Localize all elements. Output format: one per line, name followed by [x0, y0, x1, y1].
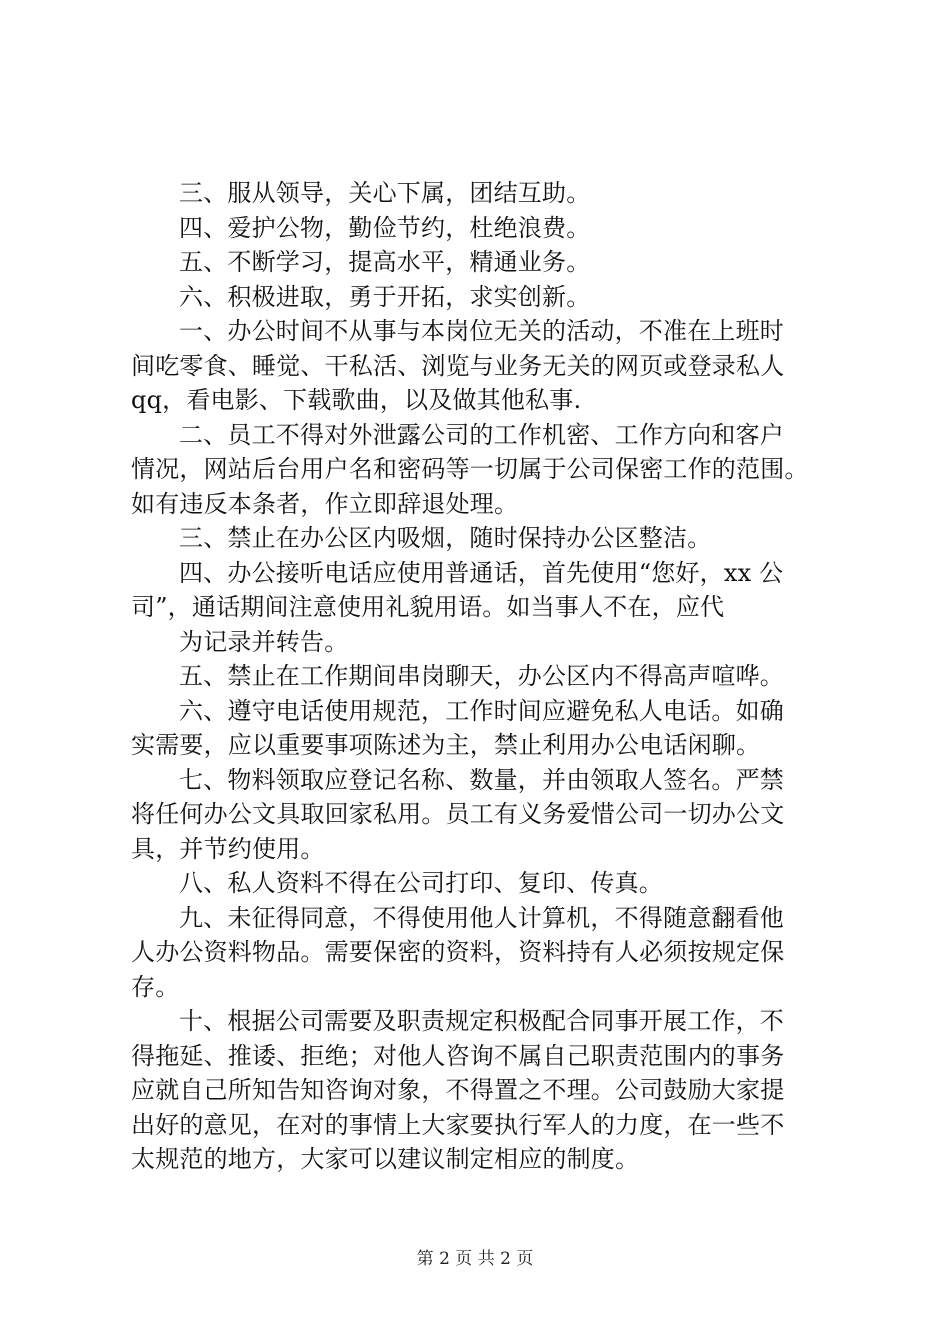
text-line: 得拖延、推诿、拒绝；对他人咨询不属自己职责范围内的事务 [131, 1041, 785, 1070]
paragraph [131, 314, 831, 418]
text-line: 出好的意见，在对的事情上大家要执行军人的力度，在一些不 [131, 1110, 785, 1139]
paragraph [131, 521, 831, 556]
text-line: 人办公资料物品。需要保密的资料，资料持有人必须按规定保 [131, 938, 785, 966]
paragraph [131, 1004, 831, 1177]
page-number-label: 第 2 页 共 2 页 [416, 1249, 534, 1269]
text-line: 太规范的地方，大家可以建议制定相应的制度。 [131, 1145, 640, 1173]
text-line: 间吃零食、睡觉、干私活、浏览与业务无关的网页或登录私人 [131, 351, 785, 380]
text-line: 一、办公时间不从事与本岗位无关的活动，不准在上班时 [179, 317, 784, 345]
text-line: 六、积极进取，勇于开拓，求实创新。 [179, 282, 591, 311]
text-line: 七、物料领取应登记名称、数量，并由领取人签名。严禁 [179, 765, 784, 794]
text-line: 十、根据公司需要及职责规定积极配合同事开展工作，不 [179, 1007, 784, 1035]
text-line: 将任何办公文具取回家私用。员工有义务爱惜公司一切办公文 [131, 800, 785, 828]
text-line: 六、遵守电话使用规范，工作时间应避免私人电话。如确 [179, 696, 784, 725]
paragraph [131, 763, 831, 867]
text-line: 情况，网站后台用户名和密码等一切属于公司保密工作的范围。 [131, 455, 809, 483]
text-line: 具，并节约使用。 [131, 834, 325, 863]
text-line: 三、服从领导，关心下属，团结互助。 [179, 179, 591, 207]
paragraph [131, 418, 831, 522]
text-line: 九、未征得同意，不得使用他人计算机，不得随意翻看他 [179, 903, 784, 932]
text-line: 应就自己所知告知咨询对象，不得置之不理。公司鼓励大家提 [131, 1076, 785, 1104]
paragraph [131, 694, 831, 763]
paragraph [131, 866, 831, 901]
text-line: 八、私人资料不得在公司打印、复印、传真。 [179, 869, 663, 897]
text-line: 四、办公接听电话应使用普通话，首先使用“您好，xx 公 [179, 558, 784, 587]
paragraph [131, 176, 831, 211]
text-line: 司”，通话期间注意使用礼貌用语。如当事人不在，应代 [131, 593, 725, 621]
paragraph [131, 556, 831, 625]
page-footer [0, 1244, 950, 1269]
paragraph [131, 901, 831, 1005]
text-line: 为记录并转告。 [179, 627, 349, 656]
paragraph [131, 211, 831, 246]
document-body [131, 176, 831, 1177]
text-line: 二、员工不得对外泄露公司的工作机密、工作方向和客户 [179, 420, 784, 449]
text-line: 三、禁止在办公区内吸烟，随时保持办公区整洁。 [179, 524, 712, 552]
text-line: qq，看电影、下载歌曲，以及做其他私事. [131, 386, 582, 414]
paragraph [131, 245, 831, 280]
text-line: 实需要，应以重要事项陈述为主，禁止利用办公电话闲聊。 [131, 731, 761, 759]
paragraph [131, 659, 831, 694]
paragraph [131, 280, 831, 315]
text-line: 五、不断学习，提高水平，精通业务。 [179, 248, 591, 276]
text-line: 如有违反本条者，作立即辞退处理。 [131, 489, 519, 518]
text-line: 存。 [131, 972, 180, 1001]
paragraph [131, 625, 831, 660]
text-line: 四、爱护公物，勤俭节约，杜绝浪费。 [179, 213, 591, 242]
text-line: 五、禁止在工作期间串岗聊天，办公区内不得高声喧哗。 [179, 662, 784, 690]
